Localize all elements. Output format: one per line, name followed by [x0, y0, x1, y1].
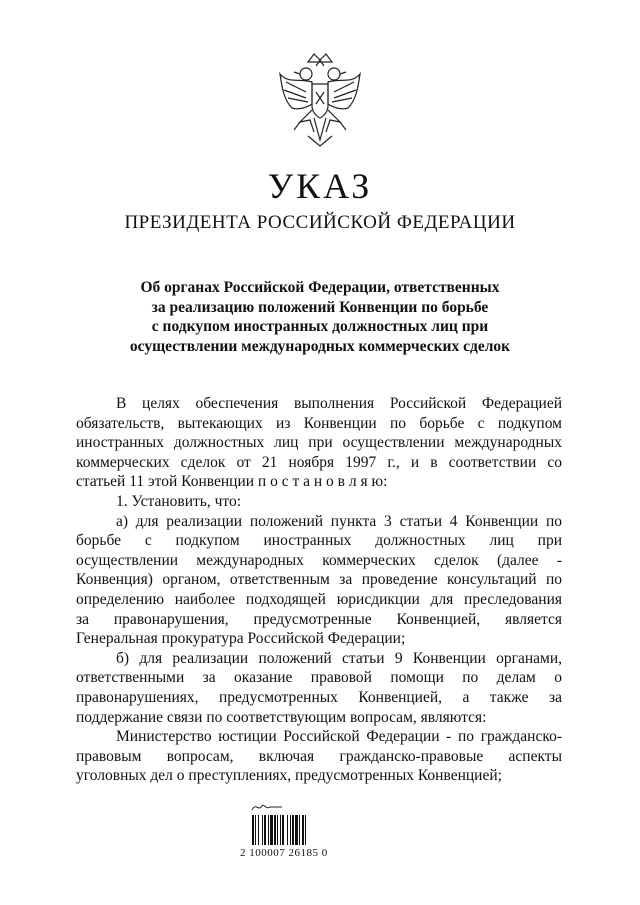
body-line: обязательств, вытекающих из Конвенции по борьбе с подкупом [76, 414, 562, 432]
body-line: Министерство юстиции Российской Федерации - по гражданско- [116, 728, 562, 746]
document-body [76, 394, 562, 786]
heading-line: осуществлении международных коммерческих сделок [129, 337, 511, 355]
body-line: б) для реализации положений статьи 9 Конвенции органами, [116, 649, 562, 667]
barcode-number: 2 100007 26185 0 [240, 847, 328, 859]
body-line: поддержание связи по соответствующим вопросам, являются: [76, 708, 487, 726]
document-heading [0, 278, 640, 356]
body-line: статьей 11 этой Конвенции п о с т а н о в л я ю: [76, 473, 388, 491]
body-line: 1. Установить, что: [116, 492, 242, 510]
body-line: осуществлении международных коммерческих сделок (далее - [76, 551, 562, 569]
document-subtitle: ПРЕЗИДЕНТА РОССИЙСКОЙ ФЕДЕРАЦИИ [124, 212, 516, 233]
body-line: правонарушениях, предусмотренных Конвенцией, а также за [76, 688, 562, 706]
heading-line: за реализацию положений Конвенции по борьбе [151, 298, 489, 316]
body-line: В целях обеспечения выполнения Российской Федерацией [116, 395, 562, 412]
heading-line: с подкупом иностранных должностных лиц при [151, 318, 489, 335]
barcode-icon [252, 815, 336, 845]
body-line: уголовных дел о преступлениях, предусмотренных Конвенцией; [76, 767, 502, 785]
handwritten-mark-icon [248, 800, 288, 814]
body-line: определению наиболее подходящей юрисдикции для преследования [76, 590, 562, 608]
body-line: борьбе с подкупом иностранных должностных лиц при [76, 532, 562, 550]
body-line: ответственными за оказание правовой помощи по делам о [76, 669, 562, 687]
body-line: а) для реализации положений пункта 3 статьи 4 Конвенции по [116, 512, 562, 530]
body-line: за правонарушения, предусмотренные Конвенцией, является [76, 610, 562, 628]
coat-of-arms-icon [270, 48, 370, 158]
body-line: Генеральная прокуратура Российской Федерации; [76, 630, 406, 648]
heading-line: Об органах Российской Федерации, ответственных [140, 279, 500, 296]
document-title: УКАЗ [267, 166, 373, 206]
body-line: коммерческих сделок от 21 ноября 1997 г., и в соответствии со [76, 453, 562, 471]
body-line: иностранных должностных лиц при осуществлении международных [76, 434, 562, 452]
body-line: правовым вопросам, включая гражданско-правовые аспекты [76, 747, 562, 765]
body-line: Конвенция) органом, ответственным за проведение консультаций по [76, 571, 562, 589]
